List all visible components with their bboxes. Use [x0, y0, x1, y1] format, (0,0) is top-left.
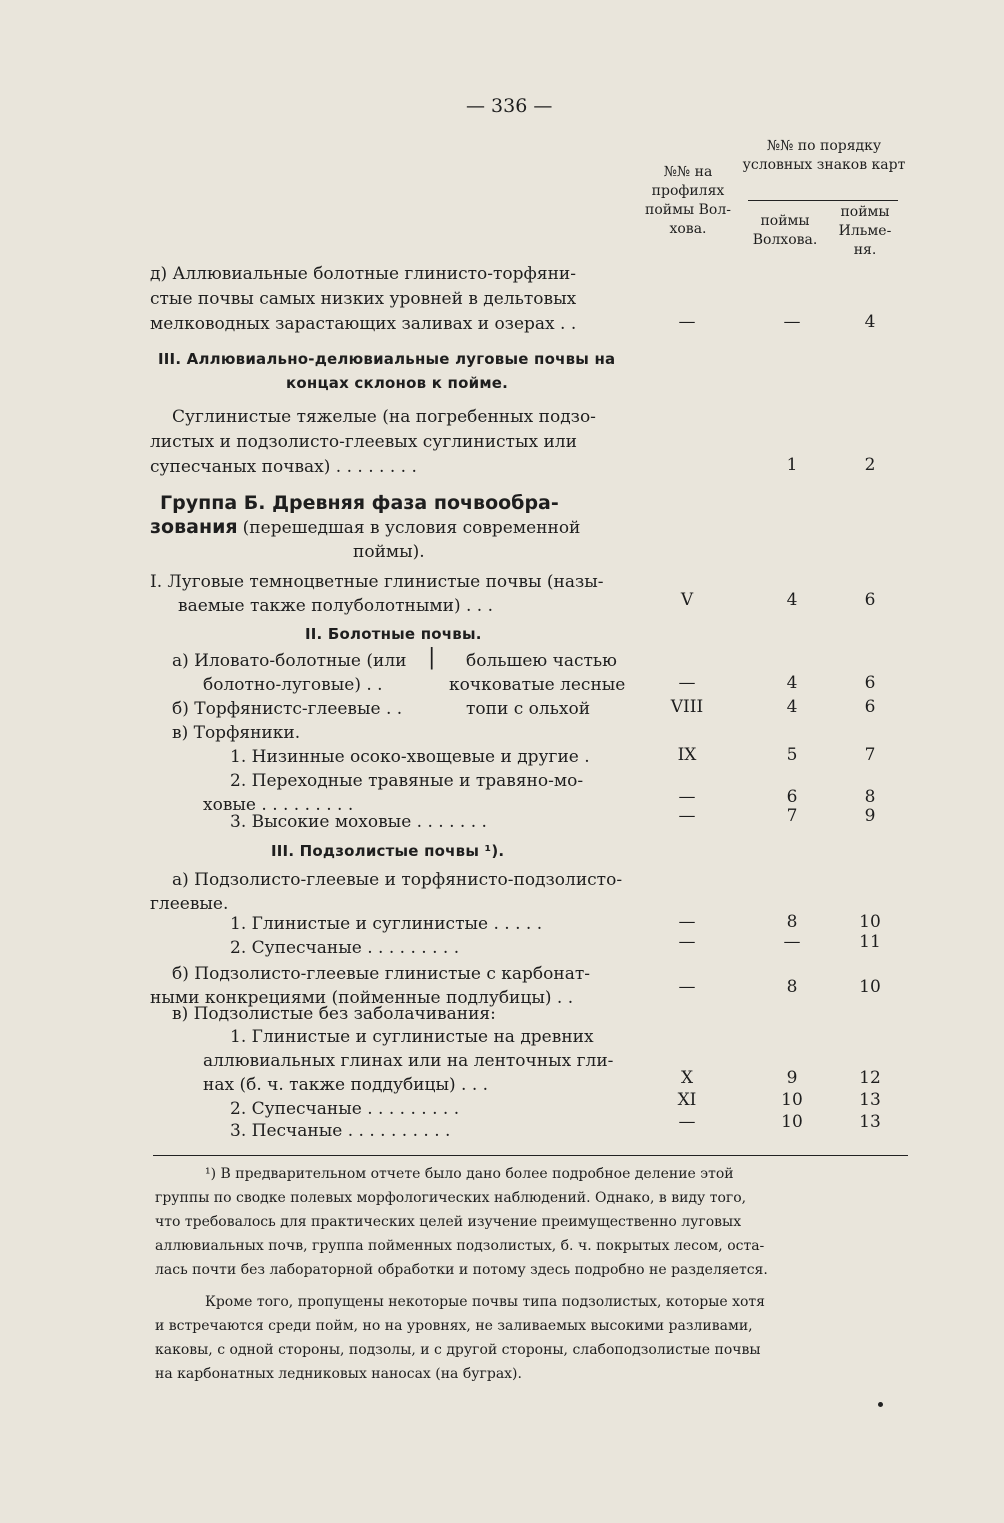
b1-line1: I. Луговые темноцветные глинистые почвы (назы- — [150, 572, 604, 592]
group-b-line2-rest: (перешедшая в условия современной — [242, 518, 581, 538]
b2-b-col2: 4 — [786, 697, 798, 717]
footnote-p2-l1: Кроме того, пропущены некоторые почвы типа подзолистых, которые хотя — [205, 1294, 765, 1310]
footnote-p1-l1: ¹) В предварительном отчете было дано более подробное деление этой — [205, 1166, 734, 1182]
b2-a-line1: а) Иловато-болотные (или — [172, 651, 407, 671]
b2-b-col1: VIII — [670, 697, 704, 717]
b3-a-line2: глеевые. — [150, 894, 229, 914]
b1-line2: ваемые также полуболотными) . . . — [178, 596, 493, 616]
footnote-p1-l3: что требовалось для практических целей изучение преимущественно луговых — [155, 1214, 742, 1230]
d-item-col1: — — [678, 312, 696, 332]
s3-item-col3: 2 — [864, 455, 876, 475]
b2-v3: 3. Высокие моховые . . . . . . . — [230, 812, 487, 832]
b2-v2-col2: 6 — [786, 787, 798, 807]
b3-a1-col2: 8 — [786, 912, 798, 932]
header-col-profiles: №№ на профилях поймы Вол-хова. — [645, 164, 731, 237]
b2-b-col3: 6 — [864, 697, 876, 717]
b3-b-line2: ными конкрециями (пойменные подлубицы) . . — [150, 988, 574, 1008]
header-col-ilmen: поймы Ильме-ня. — [838, 204, 892, 258]
b3-a-line1: а) Подзолисто-глеевые и торфянисто-подзолисто- — [172, 870, 623, 890]
b3-a2-col1: — — [678, 932, 696, 952]
b2-v2-line2: ховые . . . . . . . . . — [203, 795, 354, 815]
b2-v1-col3: 7 — [864, 745, 876, 765]
b2-a-line2: болотно-луговые) . . — [203, 675, 383, 695]
b1-col1: V — [680, 590, 694, 610]
b3-heading: III. Подзолистые почвы ¹). — [271, 842, 505, 860]
s3-item-line3: супесчаных почвах) . . . . . . . . — [150, 457, 417, 477]
b3-b-col2: 8 — [786, 977, 798, 997]
b3-b-line1: б) Подзолисто-глеевые глинистые с карбонат- — [172, 964, 591, 984]
b3-v1-line1: 1. Глинистые и суглинистые на древних — [230, 1027, 594, 1047]
section-iii-heading-line2: концах склонов к пойме. — [286, 374, 509, 392]
b2-bracket: | — [428, 645, 436, 670]
b3-v2-col1: XI — [677, 1090, 697, 1110]
b3-v1-col1: X — [680, 1068, 694, 1088]
page-number: — 336 — — [466, 95, 553, 117]
group-b-line3: поймы). — [353, 542, 425, 562]
b3-v2-col3: 13 — [859, 1090, 881, 1110]
b3-a2-col3: 11 — [859, 932, 881, 952]
b3-a1-col3: 10 — [859, 912, 881, 932]
d-item-line2: стые почвы самых низких уровней в дельтовых — [150, 289, 577, 309]
b3-v1-line3: нах (б. ч. также поддубицы) . . . — [203, 1075, 489, 1095]
b3-v3-col2: 10 — [781, 1112, 803, 1132]
b2-a-col1: — — [678, 673, 696, 693]
b2-a-col2: 4 — [786, 673, 798, 693]
b3-a2-col2: — — [783, 932, 801, 952]
section-iii-heading-line1: III. Аллювиально-делювиальные луговые почвы на — [158, 350, 616, 368]
b3-a2: 2. Супесчаные . . . . . . . . . — [230, 938, 460, 958]
b2-a-col3: 6 — [864, 673, 876, 693]
group-b-title: Группа Б. Древняя фаза почвообра- — [160, 492, 559, 514]
b1-col2: 4 — [786, 590, 798, 610]
s3-item-col2: 1 — [786, 455, 798, 475]
b2-v3-col3: 9 — [864, 806, 876, 826]
b2-v-line: в) Торфяники. — [172, 723, 301, 743]
b2-v2-col3: 8 — [864, 787, 876, 807]
footnote-p1-l5: лась почти без лабораторной обработки и потому здесь подробно не разделяется. — [155, 1262, 768, 1278]
b2-v2-col1: — — [678, 787, 696, 807]
b2-heading: II. Болотные почвы. — [305, 625, 482, 643]
b2-v3-col2: 7 — [786, 806, 798, 826]
b2-v2-line1: 2. Переходные травяные и травяно-мо- — [230, 771, 584, 791]
b3-b-col1: — — [678, 977, 696, 997]
b2-v1: 1. Низинные осоко-хвощевые и другие . — [230, 747, 590, 767]
group-b-line2-bold: зования — [150, 516, 238, 538]
b2-bracket-line2: кочковатые лесные — [449, 675, 626, 695]
group-b-line2 — [150, 516, 580, 540]
s3-item-line2: листых и подзолисто-глеевых суглинистых или — [150, 432, 577, 452]
b1-col3: 6 — [864, 590, 876, 610]
footnote-p1-l4: аллювиальных почв, группа пойменных подзолистых, б. ч. покрытых лесом, оста- — [155, 1238, 765, 1254]
b2-bracket-line1: большею частью — [466, 651, 617, 671]
d-item-col3: 4 — [864, 312, 876, 332]
s3-item-line1: Суглинистые тяжелые (на погребенных подзо- — [172, 407, 596, 427]
ink-dot — [878, 1402, 883, 1407]
b3-b-col3: 10 — [859, 977, 881, 997]
b2-bracket-line3: топи с ольхой — [466, 699, 591, 719]
footnote-p2-l2: и встречаются среди пойм, но на уровнях, не заливаемых высокими разливами, — [155, 1318, 753, 1334]
b2-b-line: б) Торфянистс-глеевые . . — [172, 699, 403, 719]
b2-v1-col1: IX — [677, 745, 697, 765]
footnote-p2-l4: на карбонатных ледниковых наносах (на буграх). — [155, 1366, 522, 1382]
header-col-volkhov: поймы Волхова. — [752, 213, 818, 248]
b3-v2-col2: 10 — [781, 1090, 803, 1110]
b3-v3-col3: 13 — [859, 1112, 881, 1132]
b3-v1-col2: 9 — [786, 1068, 798, 1088]
b3-a1: 1. Глинистые и суглинистые . . . . . — [230, 914, 543, 934]
b3-v1-line2: аллювиальных глинах или на ленточных гли- — [203, 1051, 614, 1071]
b3-v1-col3: 12 — [859, 1068, 881, 1088]
b2-v1-col2: 5 — [786, 745, 798, 765]
b3-v2: 2. Супесчаные . . . . . . . . . — [230, 1099, 460, 1119]
header-col-group: №№ по порядку условных знаков карт — [742, 138, 906, 173]
d-item-line1: д) Аллювиальные болотные глинисто-торфяни- — [150, 264, 576, 284]
footnote-rule — [153, 1155, 908, 1156]
b3-v3: 3. Песчаные . . . . . . . . . . — [230, 1121, 451, 1141]
footnote-p2-l3: каковы, с одной стороны, подзолы, и с другой стороны, слабоподзолистые почвы — [155, 1342, 761, 1358]
footnote-p1-l2: группы по сводке полевых морфологических наблюдений. Однако, в виду того, — [155, 1190, 747, 1206]
b3-v-line: в) Подзолистые без заболачивания: — [172, 1004, 496, 1024]
b2-v3-col1: — — [678, 806, 696, 826]
d-item-line3: мелководных зарастающих заливах и озерах . . — [150, 314, 577, 334]
b3-a1-col1: — — [678, 912, 696, 932]
b3-v3-col1: — — [678, 1112, 696, 1132]
header-rule — [748, 200, 898, 201]
d-item-col2: — — [783, 312, 801, 332]
